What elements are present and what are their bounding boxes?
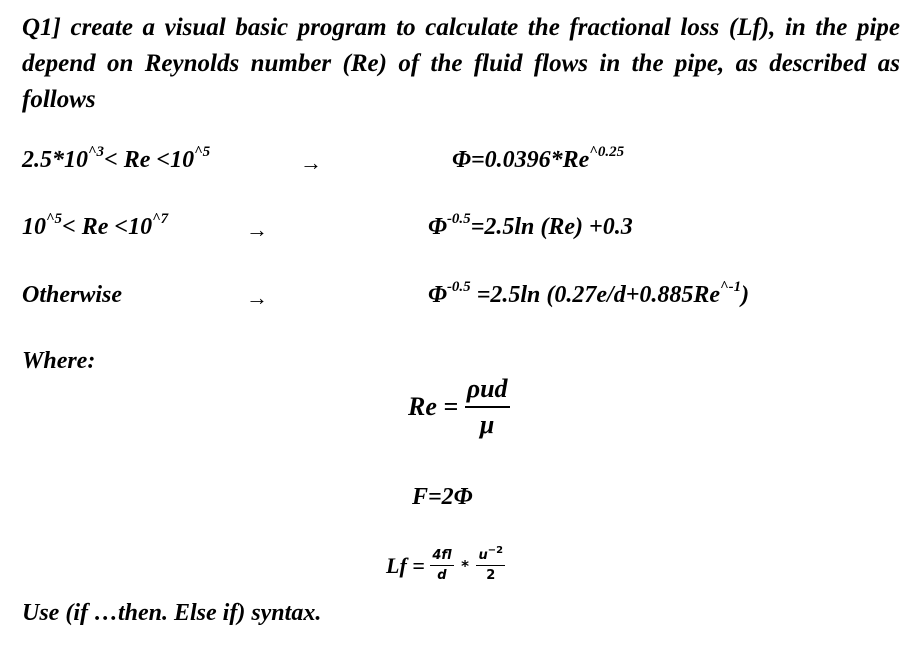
where-label: Where: <box>22 348 96 374</box>
case-2-condition <box>22 212 168 242</box>
case-2-phi: Φ <box>428 214 447 240</box>
case-1-cond-exp2: ^5 <box>194 144 211 160</box>
question-text: Q1] create a visual basic program to calculate the fractional loss (Lf), in the pipe depend on Reynolds number (Re) of the fluid flows in the pipe, as described as follows <box>22 14 900 113</box>
case-3-formula-exp: -0.5 <box>446 279 471 295</box>
case-1-cond-exp: ^3 <box>88 144 105 160</box>
lf-fraction-2 <box>476 544 505 583</box>
case-2-cond-base: 10 <box>22 214 46 240</box>
case-3-condition: Otherwise <box>22 282 123 308</box>
reynolds-equation <box>408 374 510 440</box>
case-2-formula <box>428 212 633 242</box>
case-1-cond-range: < Re <10 <box>104 147 195 173</box>
case-3-formula-rhs: =2.5ln (0.27e/d+0.885Re <box>470 282 721 308</box>
syntax-instruction: Use (if …then. Else if) syntax. <box>22 600 322 626</box>
case-2-formula-rhs: =2.5ln (Re) +0.3 <box>470 214 633 240</box>
lf-numerator-2-exp: −2 <box>487 544 504 556</box>
case-2-arrow: → <box>246 217 268 242</box>
case-1-formula <box>452 145 624 175</box>
case-2-cond-exp2: ^7 <box>152 211 169 227</box>
re-numerator: ρud <box>466 374 508 403</box>
case-3-formula <box>428 280 749 310</box>
lf-numerator-2-base: u <box>478 548 488 563</box>
case-3-formula-exp2: ^-1 <box>720 279 742 295</box>
case-1-cond-base: 2.5*10 <box>22 147 88 173</box>
case-2-cond-exp: ^5 <box>46 211 63 227</box>
re-fraction <box>465 374 510 440</box>
case-1-formula-main: Φ=0.0396*Re <box>452 147 590 173</box>
case-3-arrow: → <box>246 285 268 310</box>
lf-numerator-2 <box>476 544 505 565</box>
case-1-condition <box>22 145 210 175</box>
f-equation: F=2Φ <box>412 484 473 510</box>
lf-denominator-2: 2 <box>486 568 496 583</box>
re-lhs: Re = <box>408 392 459 421</box>
case-2-formula-exp: -0.5 <box>446 211 471 227</box>
lf-denominator-1: d <box>437 568 447 583</box>
lf-equation <box>386 544 505 583</box>
case-3-formula-close: ) <box>741 282 750 308</box>
case-2-cond-range: < Re <10 <box>62 214 153 240</box>
case-3-phi: Φ <box>428 282 447 308</box>
case-1-arrow: → <box>300 150 322 175</box>
lf-lhs: Lf = <box>386 552 425 578</box>
case-1-formula-exp: ^0.25 <box>589 144 625 160</box>
lf-fraction-1 <box>430 548 453 583</box>
lf-multiply: * <box>461 556 469 575</box>
re-denominator: μ <box>479 410 495 439</box>
lf-numerator-1: 4fl <box>432 548 452 563</box>
